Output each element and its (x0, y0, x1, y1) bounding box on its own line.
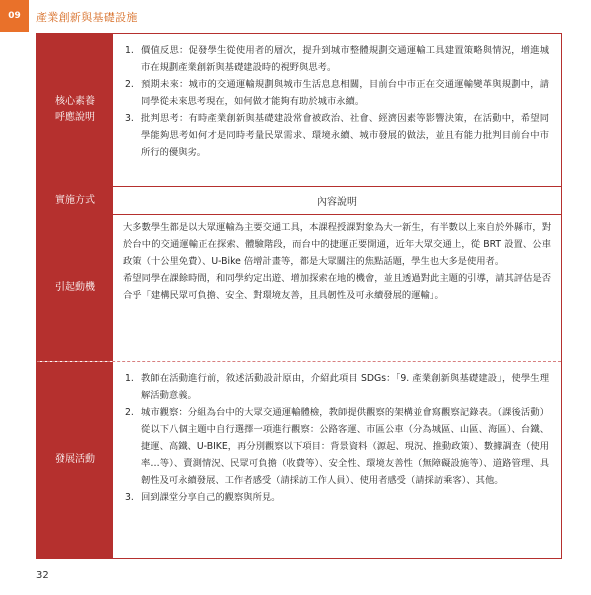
method-heading-row (37, 187, 561, 214)
method-label (37, 187, 113, 214)
list-item (125, 42, 549, 76)
chapter-number: 09 (8, 11, 21, 21)
content-heading (113, 187, 561, 214)
development-label (37, 362, 113, 558)
motivation-label (37, 215, 113, 361)
development-content (113, 362, 561, 558)
item-number: 3. (125, 113, 134, 124)
item-text: 預期未來：城市的交通運輸規劃與城市生活息息相關，目前台中市正在交通運輸變革與規劃中，請同學從未來思考現在，如何做才能夠有助於城市永續。 (141, 79, 549, 107)
method-label-text: 實施方式 (55, 194, 95, 206)
motivation-row (37, 215, 561, 361)
content-heading-text: 內容說明 (317, 197, 357, 208)
list-item (125, 110, 549, 161)
core-competency-content (113, 34, 561, 186)
item-text: 回到課堂分享自己的觀察與所見。 (141, 492, 281, 503)
list-item (125, 404, 549, 489)
item-number: 2. (125, 79, 134, 90)
chapter-title: 產業創新與基礎設施 (36, 11, 138, 24)
item-number: 3. (125, 492, 134, 503)
list-item (125, 489, 549, 506)
development-list (125, 370, 549, 506)
item-number: 1. (125, 373, 134, 384)
motivation-label-text: 引起動機 (55, 282, 95, 293)
motivation-paragraph: 希望同學在課餘時間，和同學約定出遊、增加探索在地的機會，並且透過對此主題的引導，請其評估是否合乎「建構民眾可負擔、安全、對環境友善，且具韌性及可永續發展的運輸」。 (123, 273, 551, 301)
chapter-number-tab (0, 0, 29, 32)
item-text: 批判思考：有時產業創新與基礎建設常會被政治、社會、經濟因素等影響決策，在活動中，希望同學能夠思考如何才是同時考量民眾需求、環境永續、城市發展的做法，並且有能力批判目前台中市所行的優與劣。 (141, 113, 549, 158)
page-number: 32 (36, 570, 49, 581)
list-item (125, 76, 549, 110)
core-competency-label (37, 34, 113, 186)
development-row (37, 362, 561, 558)
motivation-paragraph: 大多數學生都是以大眾運輸為主要交通工具，本課程授課對象為大一新生，有半數以上來自於外縣市，對於台中的交通運輸正在探索、體驗階段，而台中的捷運正要開通，近年大眾交通上，從 BRT 設置、公車政策（十公里免費）、U-Bike 倍增計畫等，都是大眾關注的焦點話題，學生也大多是使用者。 (123, 222, 551, 267)
motivation-content (113, 215, 561, 361)
core-competency-row (37, 34, 561, 186)
item-text: 價值反思：促發學生從使用者的層次，提升到城市整體規劃交通運輸工具建置策略與情況，增進城市在規劃產業創新與基礎建設時的視野與思考。 (141, 45, 549, 73)
list-item (125, 370, 549, 404)
lesson-table (36, 33, 562, 559)
item-number: 1. (125, 45, 134, 56)
item-text: 城市觀察：分組為台中的大眾交通運輸體檢，教師提供觀察的架構並會寫觀察記錄表。（課後活動）從以下八個主題中自行選擇一項進行觀察：公路客運、市區公車（分為城區、山區、海區）、台鐵、捷運、高鐵、U-BIKE，再分別觀察以下項目：背景資料（源起、現況、推動政策）、數據調查（使用率…等）、賣測情況、民眾可負擔（收費等）、安全性、環境友善性（無障礙設施等）、道路管理、具韌性及可永續發展、工作者感受（請採訪工作人員）、使用者感受（請採訪乘客）、其他。 (141, 407, 549, 486)
core-competency-label-text: 核心素養 呼應說明 (55, 96, 95, 123)
core-competency-list (125, 42, 549, 161)
item-number: 2. (125, 407, 134, 418)
item-text: 教師在活動進行前，敘述活動設計原由，介紹此項目 SDGs：「9. 產業創新與基礎建設」，使學生理解活動意義。 (141, 373, 549, 401)
development-label-text: 發展活動 (55, 454, 95, 465)
